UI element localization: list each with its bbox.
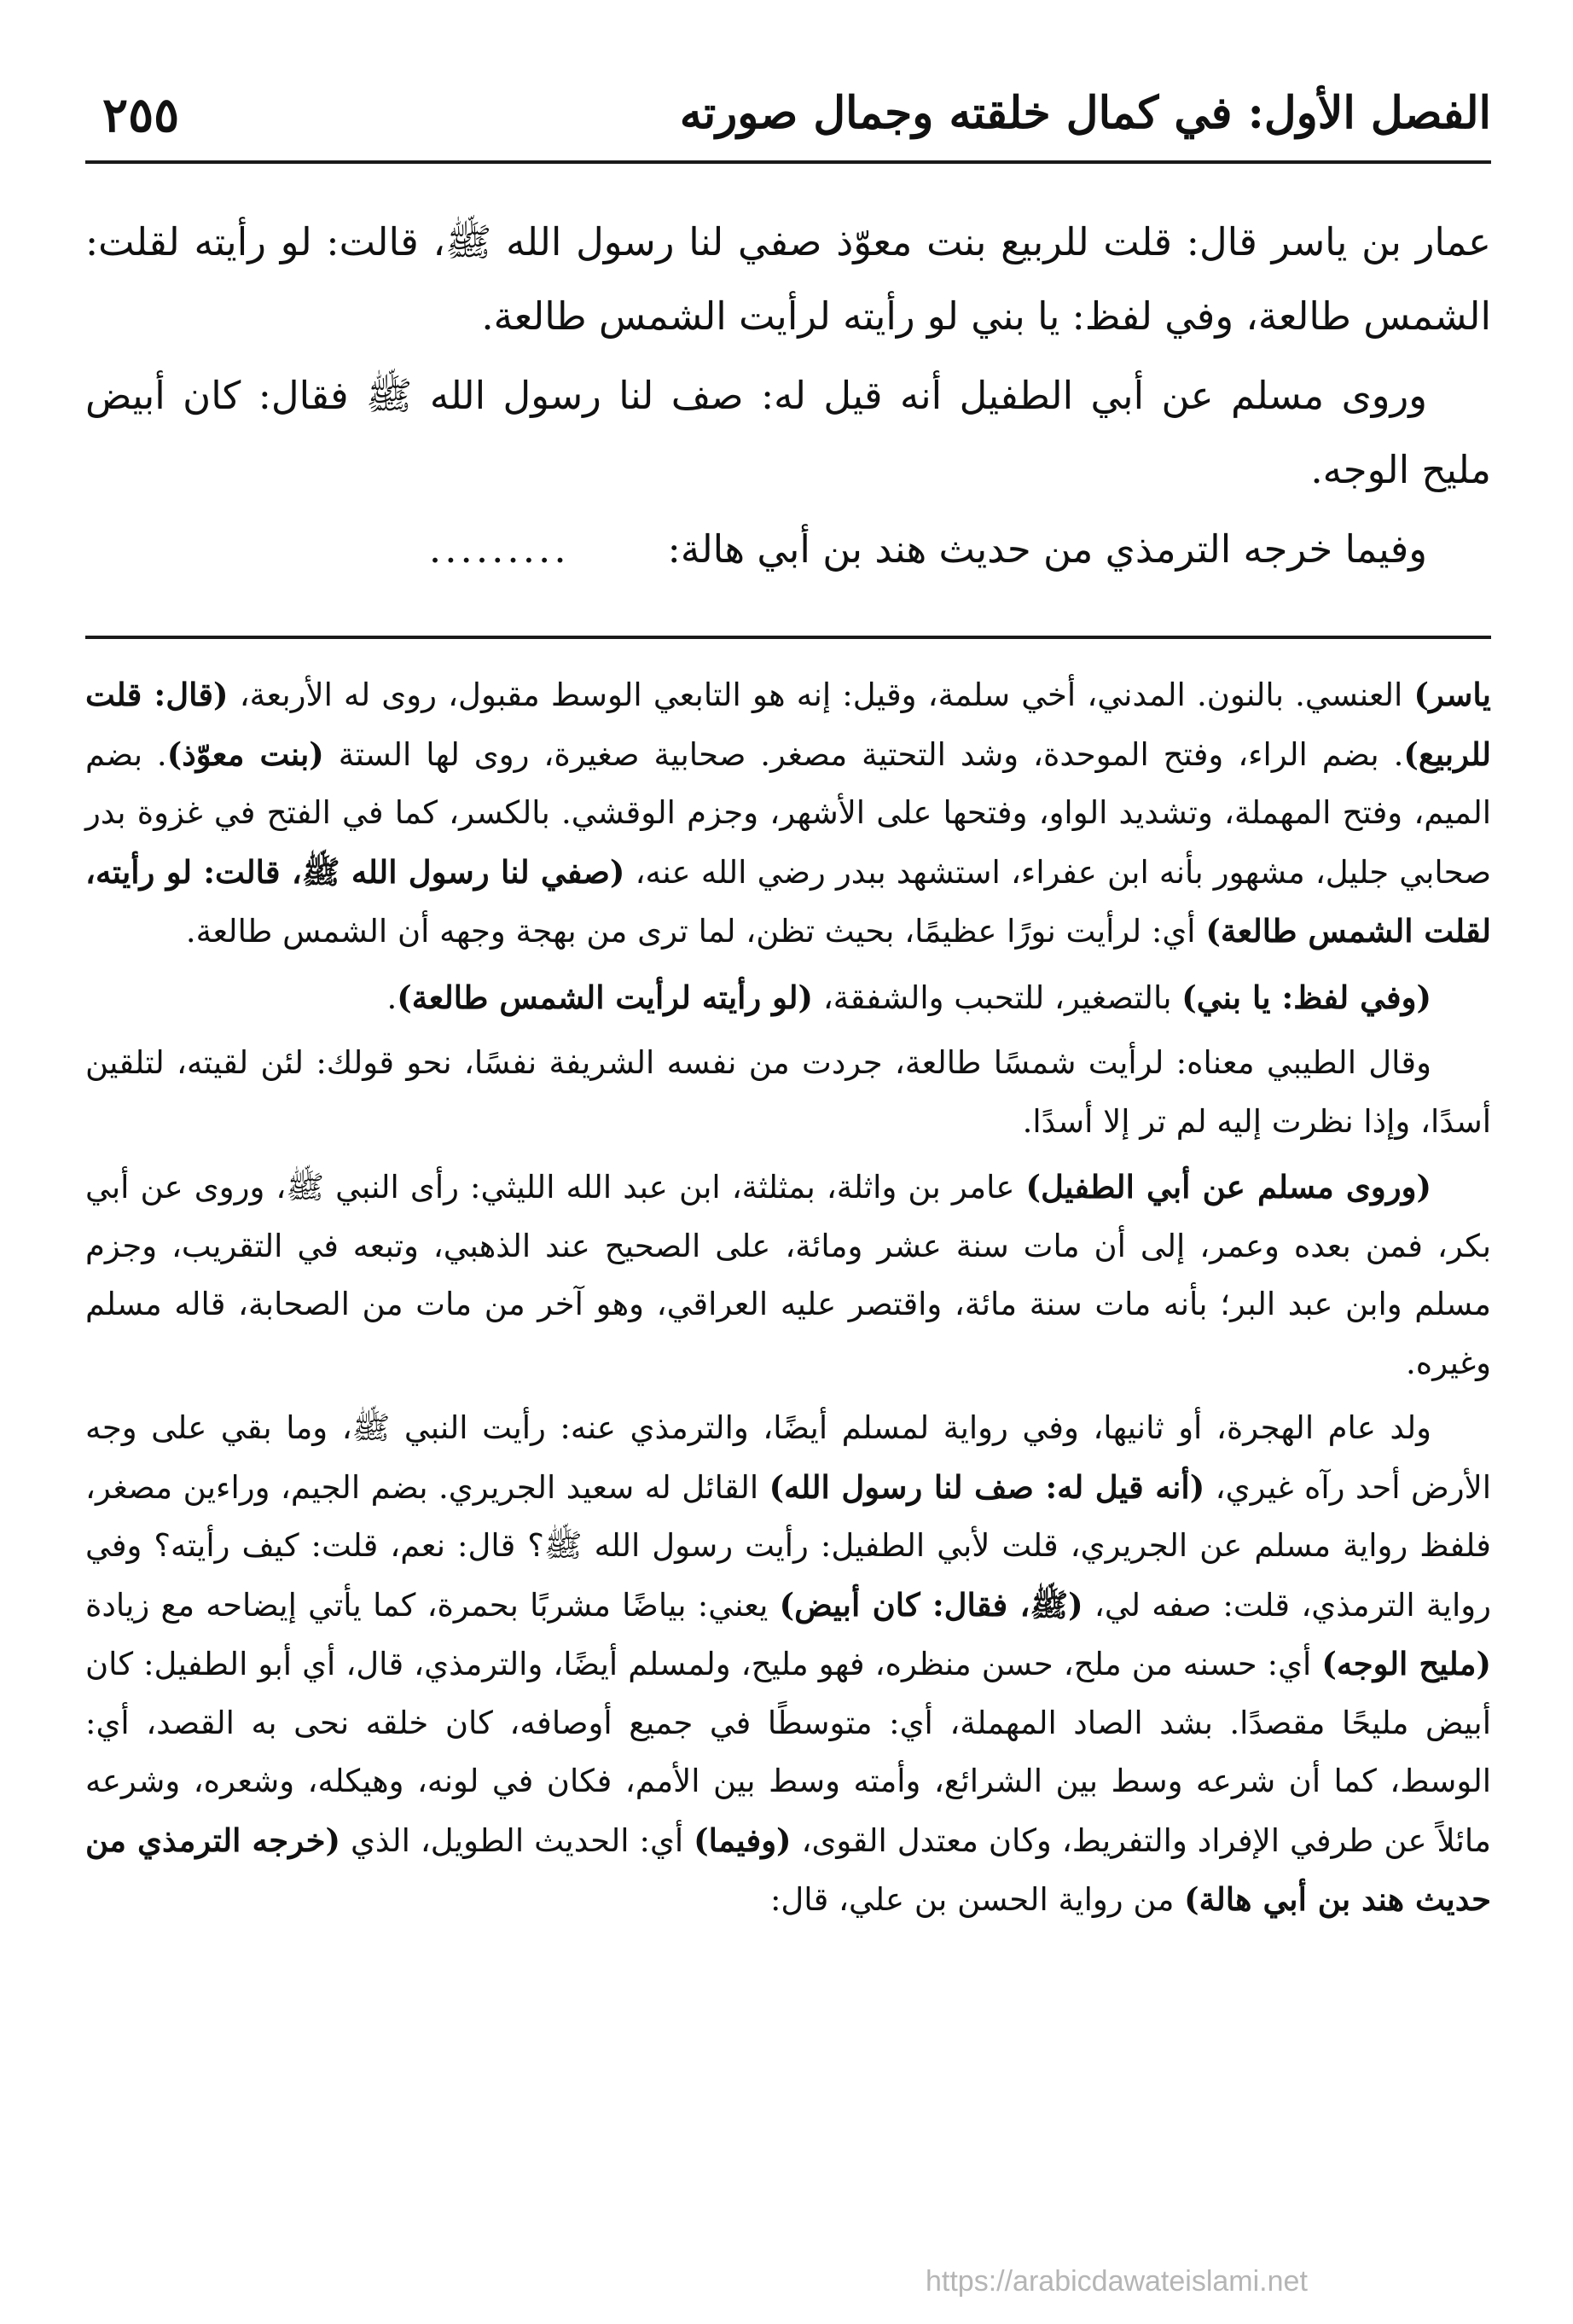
bold-quote: (قال: قلت للربيع) — [85, 676, 1492, 773]
commentary-paragraph-5 — [85, 1399, 1491, 1930]
main-text — [85, 205, 1491, 591]
bold-quote: (صفي لنا رسول الله ﷺ، قالت: لو رأيته، لقلت الشمس طالعة) — [85, 852, 1491, 950]
commentary-text-run: بالتصغير، للتحبب والشفقة، — [813, 979, 1182, 1016]
footnote-divider — [85, 636, 1491, 639]
bold-quote: (بنت معوّذ) — [166, 735, 324, 773]
commentary-text-run: . — [386, 979, 398, 1016]
bold-quote: (خرجه الترمذي من حديث هند بن أبي هالة) — [85, 1821, 1491, 1918]
watermark-url: https://arabicdawateislami.net — [926, 2265, 1308, 2298]
commentary-text-run: القائل له سعيد الجريري. بضم الجيم، وراءين مصغر، فلفظ رواية مسلم عن الجريري، قلت لأبي الطفيل: رأيت رسول الله ﷺ؟ قال: نعم، قلت: كيف رأيته؟ وفي رواية الترمذي، قلت: صفه لي، — [85, 1468, 1491, 1624]
bold-quote: ياسر) — [1413, 676, 1491, 713]
ellipsis-dots: ......... — [428, 526, 570, 572]
chapter-title: الفصل الأول: في كمال خلقته وجمال صورته — [679, 87, 1491, 139]
bold-quote: (وفي لفظ: يا بني) — [1181, 978, 1431, 1016]
commentary-text — [85, 665, 1491, 1937]
commentary-paragraph-4 — [85, 1158, 1491, 1392]
main-paragraph-2: وروى مسلم عن أبي الطفيل أنه قيل له: صف لنا رسول الله ﷺ فقال: كان أبيض مليح الوجه. — [85, 373, 1491, 492]
commentary-text-run: أي: الحديث الطويل، الذي — [340, 1821, 694, 1859]
bold-quote: (ﷺ، فقال: كان أبيض) — [779, 1585, 1083, 1624]
commentary-paragraph-1 — [85, 665, 1491, 962]
commentary-text-run: من رواية الحسن بن علي، قال: — [769, 1881, 1185, 1918]
commentary-text-run: العنسي. بالنون. المدني، أخي سلمة، وقيل: إنه هو التابعي الوسط مقبول، روى له الأربعة، — [228, 677, 1414, 713]
commentary-text-run: وقال الطيبي معناه: لرأيت شمسًا طالعة، جردت من نفسه الشريفة نفسًا، نحو قولك: لئن لقيته، لتلقين أسدًا، وإذا نظرت إليه لم تر إلا أسدًا. — [85, 1044, 1491, 1140]
main-paragraph-3 — [85, 512, 1491, 586]
commentary-text-run: أي: حسنه من ملح، حسن منظره، فهو مليح، ولمسلم أيضًا، والترمذي، قال، أي أبو الطفيل: كان أبيض مليحًا مقصدًا. بشد الصاد المهملة، أي: متوسطًا في جميع أوصافه، كان خلقه نحى به القصد، أي: الوسط، كما أن شرعه وسط بين الشرائع، وأمته وسط بين الأمم، فكان في لونه، وهيكله، وشعره، وشرعه مائلاً عن طرفي الإفراد والتفريط، وكان معتدل القوى، — [85, 1646, 1491, 1859]
bold-quote: (مليح الوجه) — [1321, 1645, 1492, 1682]
page-header — [85, 78, 1491, 164]
commentary-text-run: عامر بن واثلة، بمثلثة، ابن عبد الله الليثي: رأى النبي ﷺ، وروى عن أبي بكر، فمن بعده وعمر، إلى أن مات سنة عشر ومائة، على الصحيح عند الذهبي، وتبعه في التقريب، وجزم مسلم وابن عبد البر؛ بأنه مات سنة مائة، واقتصر عليه العراقي، وهو آخر من مات من الصحابة، قاله مسلم وغيره. — [85, 1169, 1491, 1381]
commentary-text-run: أي: لرأيت نورًا عظيمًا، بحيث تظن، لما ترى من بهجة وجهه أن الشمس طالعة. — [185, 913, 1206, 950]
bold-quote: (وروى مسلم عن أبي الطفيل) — [1025, 1168, 1431, 1206]
bold-quote: (لو رأيته لرأيت الشمس طالعة) — [397, 978, 814, 1016]
page-number: ٢٥٥ — [102, 87, 180, 143]
commentary-text-run: . بضم الميم، وفتح المهملة، وتشديد الواو، وفتحها على الأشهر، وجزم الوقشي. بالكسر، كما في الفتح في غزوة بدر صحابي جليل، مشهور بأنه ابن عفراء، استشهد ببدر رضي الله عنه، — [85, 735, 1491, 891]
main-paragraph-1: عمار بن ياسر قال: قلت للربيع بنت معوّذ صفي لنا رسول الله ﷺ، قالت: لو رأيته لقلت: الشمس طالعة، وفي لفظ: يا بني لو رأيته لرأيت الشمس طالعة. — [85, 219, 1491, 339]
commentary-text-run: يعني: بياضًا مشربًا بحمرة، كما يأتي إيضاحه مع زيادة — [85, 1586, 780, 1624]
commentary-paragraph-3 — [85, 1034, 1491, 1151]
bold-quote: (وفيما) — [694, 1821, 792, 1859]
bold-quote: (أنه قيل له: صف لنا رسول الله) — [769, 1467, 1205, 1506]
main-paragraph-3-text: وفيما خرجه الترمذي من حديث هند بن أبي هالة: — [667, 526, 1427, 572]
commentary-text-run: . بضم الراء، وفتح الموحدة، وشد التحتية مصغر. صحابية صغيرة، روى لها الستة — [323, 735, 1404, 773]
commentary-text-run: ولد عام الهجرة، أو ثانيها، وفي رواية لمسلم أيضًا، والترمذي عنه: رأيت النبي ﷺ، وما بقي على وجه الأرض أحد رآه غيري، — [85, 1409, 1492, 1506]
commentary-paragraph-2 — [85, 968, 1491, 1028]
